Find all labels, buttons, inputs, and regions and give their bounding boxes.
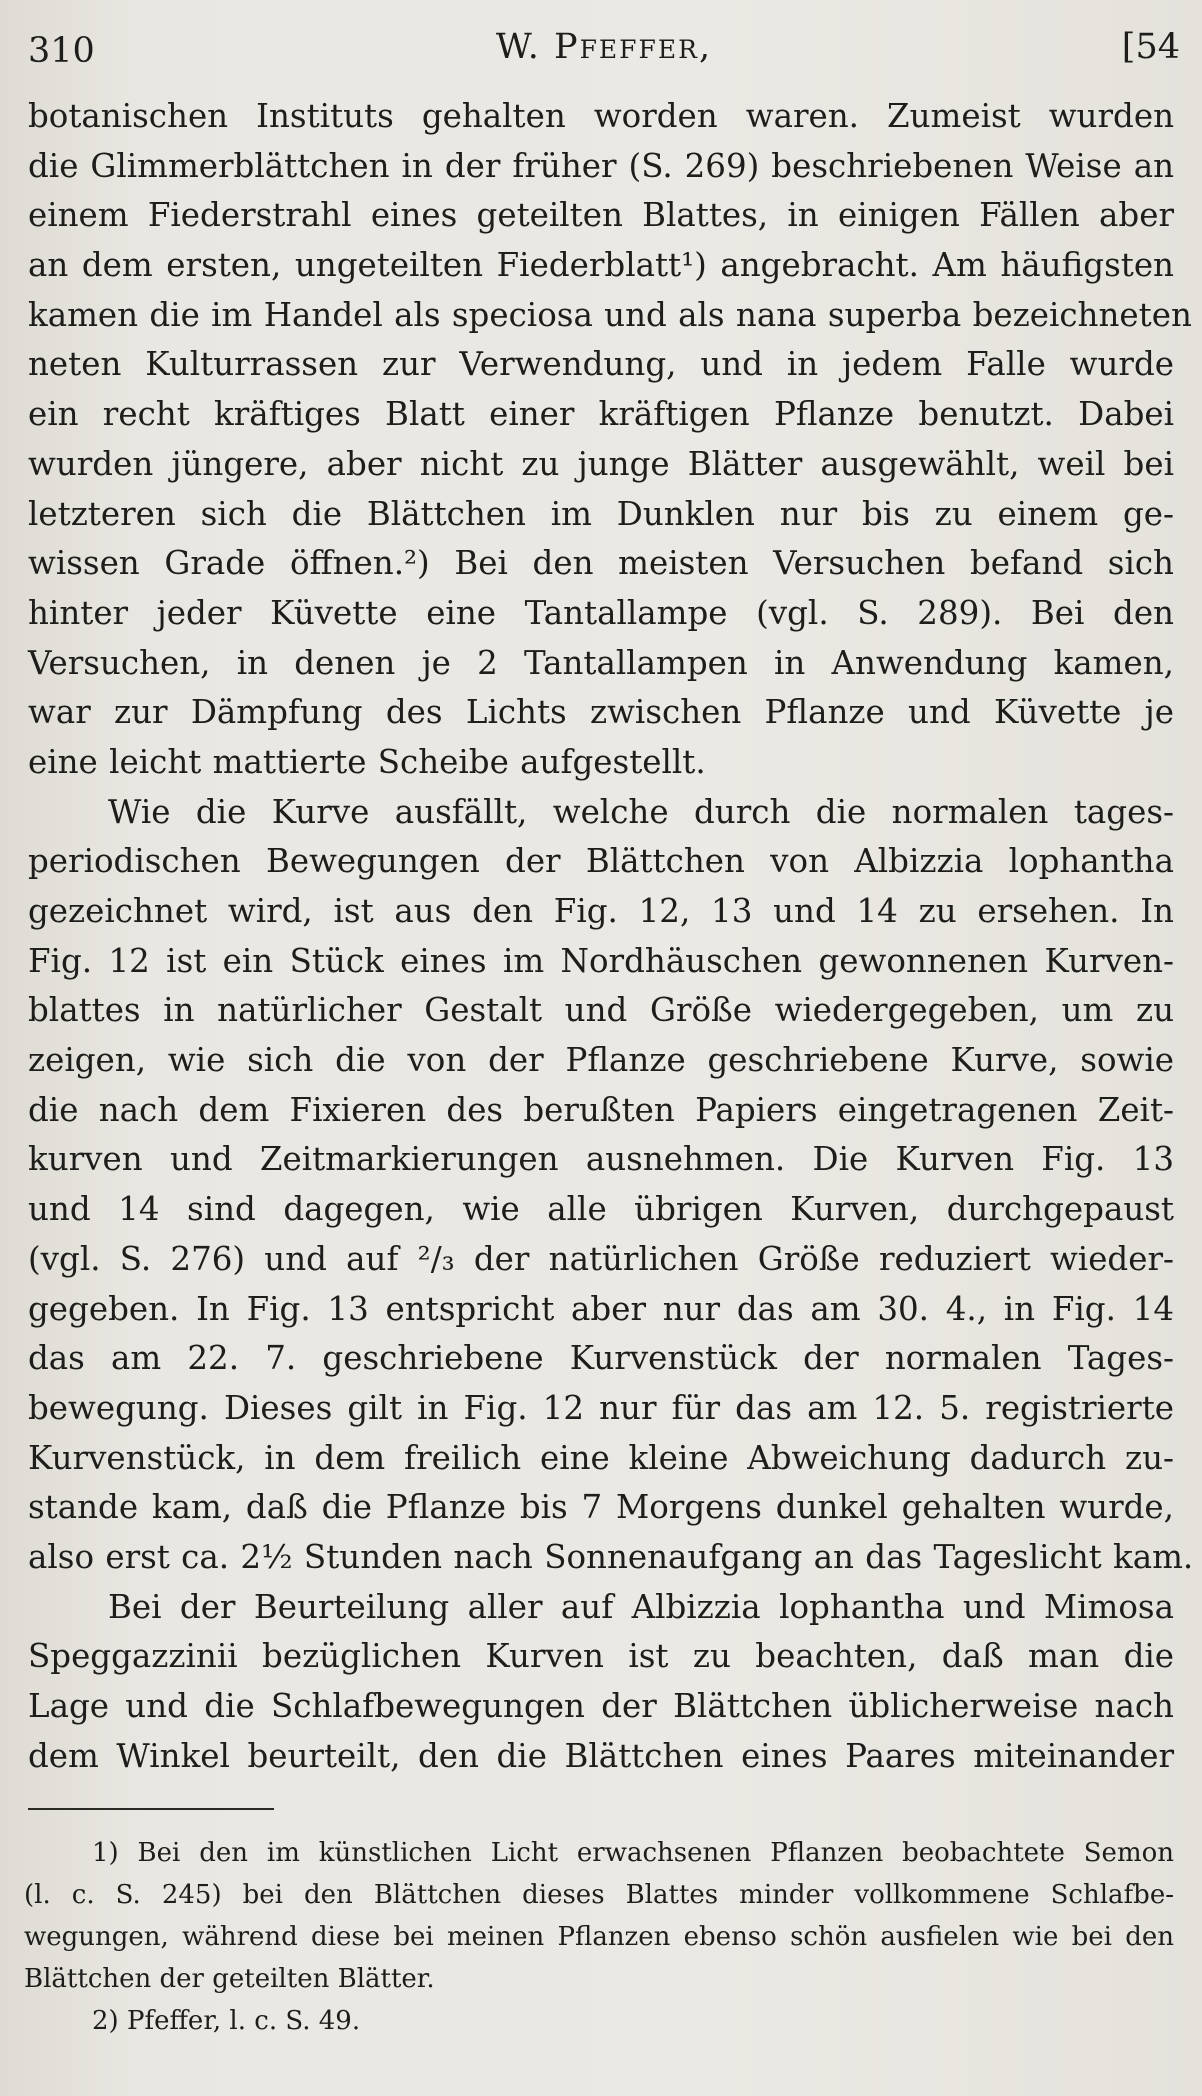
- text-line: die Glimmerblättchen in der früher (S. 269) beschriebenen Weise an: [28, 146, 1174, 185]
- text-line: Speggazzinii bezüglichen Kurven ist zu beachten, daß man die: [28, 1637, 1174, 1676]
- paragraph-start-line: Wie die Kurve ausfällt, welche durch die normalen tages-: [108, 792, 1174, 831]
- text-line: einem Fiederstrahl eines geteilten Blattes, in einigen Fällen aber: [28, 196, 1174, 235]
- footnote-line: Blättchen der geteilten Blätter.: [24, 1964, 435, 1994]
- text-line: Lage und die Schlafbewegungen der Blättchen üblicherweise nach: [28, 1687, 1174, 1725]
- text-line: zeigen, wie sich die von der Pflanze geschriebene Kurve, sowie: [28, 1041, 1174, 1080]
- footnote-divider: [28, 1808, 274, 1810]
- text-line: die nach dem Fixieren des berußten Papiers eingetragenen Zeit-: [28, 1090, 1174, 1129]
- text-line: gegeben. In Fig. 13 entspricht aber nur das am 30. 4., in Fig. 14: [28, 1289, 1174, 1328]
- original-page-number: [54: [1121, 27, 1180, 67]
- text-line: also erst ca. 2½ Stunden nach Sonnenaufgang an das Tageslicht kam.: [28, 1537, 1194, 1576]
- text-line: hinter jeder Küvette eine Tantallampe (vgl. S. 289). Bei den: [28, 593, 1174, 632]
- footnote-line: 1) Bei den im künstlichen Licht erwachsenen Pflanzen beobachtete Semon: [92, 1838, 1174, 1868]
- text-line: Kurvenstück, in dem freilich eine kleine Abweichung dadurch zu-: [28, 1438, 1174, 1477]
- footnotes: [24, 1832, 1174, 2042]
- footnote-line: 2) Pfeffer, l. c. S. 49.: [92, 2006, 361, 2036]
- text-line: stande kam, daß die Pflanze bis 7 Morgens dunkel gehalten wurde,: [28, 1488, 1174, 1527]
- text-line: letzteren sich die Blättchen im Dunklen nur bis zu einem ge-: [28, 494, 1174, 533]
- text-line: botanischen Instituts gehalten worden waren. Zumeist wurden: [28, 97, 1174, 135]
- text-line: Versuchen, in denen je 2 Tantallampen in Anwendung kamen,: [28, 643, 1174, 682]
- text-line: (vgl. S. 276) und auf ²/₃ der natürlichen Größe reduziert wieder-: [28, 1239, 1174, 1278]
- text-line: das am 22. 7. geschriebene Kurvenstück der normalen Tages-: [28, 1339, 1174, 1378]
- text-line: war zur Dämpfung des Lichts zwischen Pflanze und Küvette je: [28, 693, 1174, 732]
- page-number: 310: [28, 31, 95, 71]
- text-line: wissen Grade öffnen.²) Bei den meisten Versuchen befand sich: [28, 544, 1174, 583]
- running-head: W. Pfeffer,: [495, 27, 713, 67]
- text-line: neten Kulturrassen zur Verwendung, und in jedem Falle wurde: [28, 345, 1174, 384]
- text-line: dem Winkel beurteilt, den die Blättchen eines Paares miteinander: [28, 1736, 1174, 1775]
- text-line: kamen die im Handel als speciosa und als nana superba bezeichneten: [28, 295, 1192, 334]
- body-text: [28, 92, 1194, 1781]
- text-line: und 14 sind dagegen, wie alle übrigen Kurven, durchgepaust: [28, 1190, 1174, 1229]
- text-line: bewegung. Dieses gilt in Fig. 12 nur für das am 12. 5. registrierte: [28, 1388, 1174, 1427]
- text-line: gezeichnet wird, ist aus den Fig. 12, 13 und 14 zu ersehen. In: [28, 892, 1174, 930]
- text-line: blattes in natürlicher Gestalt und Größe wiedergegeben, um zu: [28, 991, 1174, 1030]
- text-line: periodischen Bewegungen der Blättchen von Albizzia lophantha: [28, 842, 1174, 881]
- page-header: [28, 22, 1180, 72]
- text-line: ein recht kräftiges Blatt einer kräftigen Pflanze benutzt. Dabei: [28, 395, 1174, 434]
- text-line: wurden jüngere, aber nicht zu junge Blätter ausgewählt, weil bei: [28, 444, 1174, 483]
- text-line: Fig. 12 ist ein Stück eines im Nordhäuschen gewonnenen Kurven-: [28, 941, 1174, 980]
- footnote-line: (l. c. S. 245) bei den Blättchen dieses Blattes minder vollkommene Schlafbe-: [24, 1880, 1174, 1910]
- text-line: kurven und Zeitmarkierungen ausnehmen. Die Kurven Fig. 13: [28, 1140, 1174, 1179]
- paragraph-start-line: Bei der Beurteilung aller auf Albizzia lophantha und Mimosa: [108, 1587, 1174, 1626]
- text-line: eine leicht mattierte Scheibe aufgestellt.: [28, 742, 706, 781]
- footnote-line: wegungen, während diese bei meinen Pflanzen ebenso schön ausfielen wie bei den: [24, 1922, 1174, 1952]
- text-line: an dem ersten, ungeteilten Fiederblatt¹) angebracht. Am häufigsten: [28, 246, 1174, 285]
